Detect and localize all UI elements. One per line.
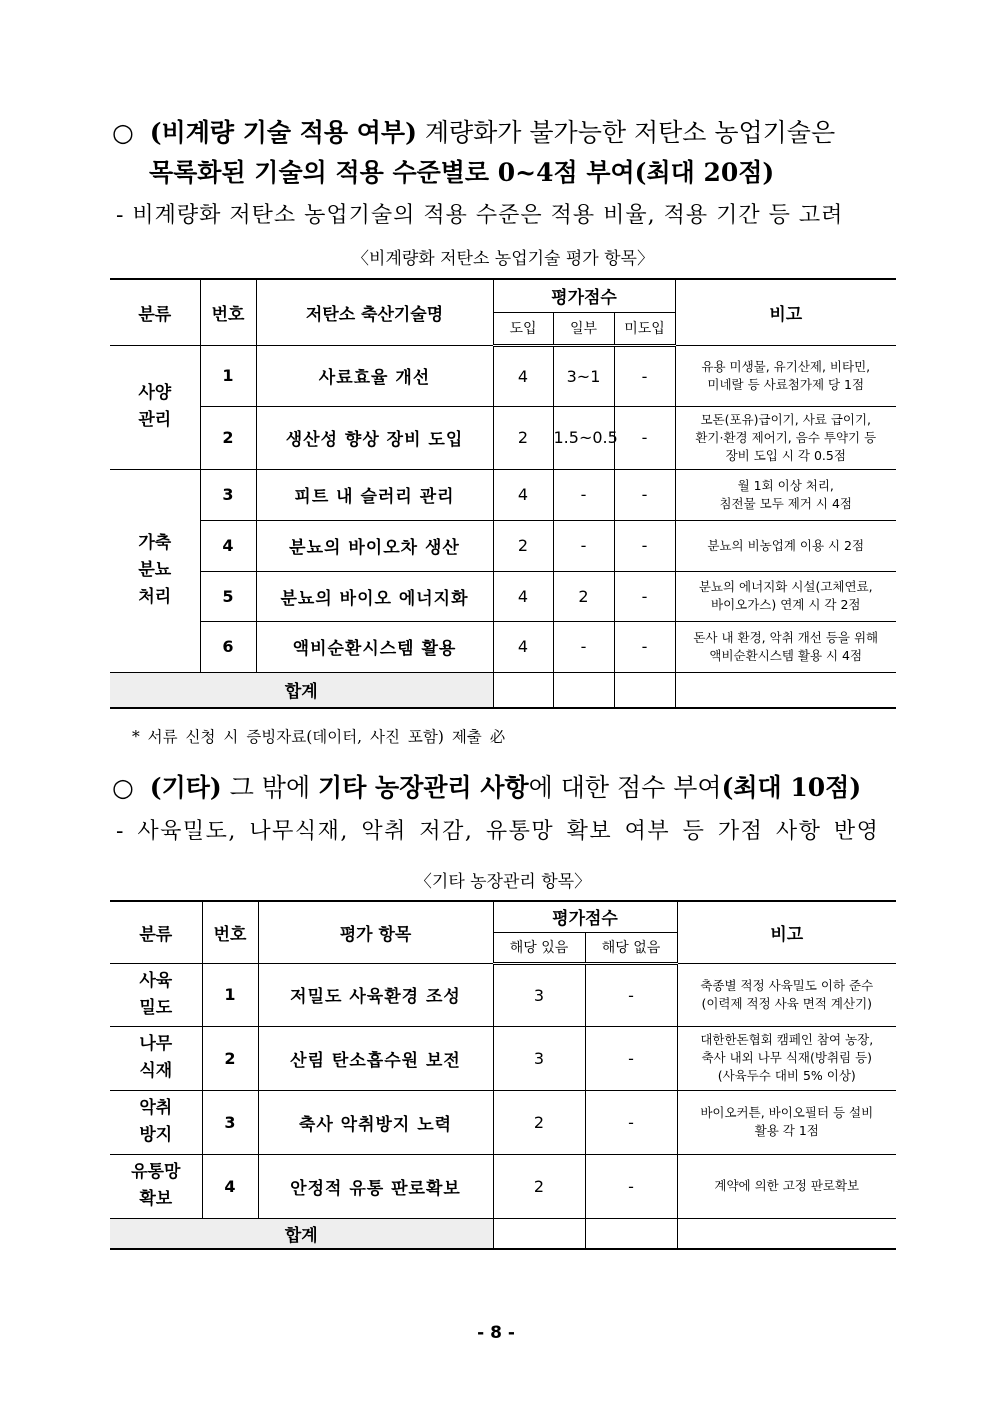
row-remark: 분뇨의 비농업계 이용 시 2점 xyxy=(675,520,896,571)
total-adopt xyxy=(493,672,553,708)
row-name: 안정적 유통 판로확보 xyxy=(258,1154,493,1218)
row-remark: 바이오커튼, 바이오필터 등 설비 활용 각 1점 xyxy=(677,1090,896,1154)
score-partial: 3~1 xyxy=(553,345,614,406)
section2-line1 xyxy=(112,771,912,805)
row-number: 4 xyxy=(202,1154,258,1218)
row-name: 분뇨의 바이오 에너지화 xyxy=(256,571,493,621)
total-yes xyxy=(493,1218,585,1249)
page-number: - 8 - xyxy=(477,1323,515,1343)
table-row xyxy=(110,1090,896,1154)
header-remark: 비고 xyxy=(677,901,896,963)
row-name: 사료효율 개선 xyxy=(256,345,493,406)
table-row xyxy=(110,345,896,406)
score-adopt: 4 xyxy=(493,571,553,621)
row-number: 1 xyxy=(200,345,256,406)
score-partial: - xyxy=(553,621,614,672)
section1-line2-text: 목록화된 기술의 적용 수준별로 0~4점 부여(최대 20점) xyxy=(149,158,775,187)
total-label: 합계 xyxy=(110,1218,493,1249)
section2-text3: 에 대한 점수 부여 xyxy=(528,773,722,802)
header-score-no: 해당 없음 xyxy=(585,932,677,963)
score-partial: 2 xyxy=(553,571,614,621)
score-no: - xyxy=(585,1026,677,1090)
score-adopt: 2 xyxy=(493,406,553,469)
row-remark: 유용 미생물, 유기산제, 비타민, 미네랄 등 사료첨가제 당 1점 xyxy=(675,345,896,406)
row-remark: 모돈(포유)급이기, 사료 급이기, 환기·환경 제어기, 음수 투약기 등 장비 도입 시 각 0.5점 xyxy=(675,406,896,469)
total-row xyxy=(110,1218,896,1249)
score-adopt: 4 xyxy=(493,345,553,406)
section1-line1 xyxy=(112,116,912,150)
row-number: 5 xyxy=(200,571,256,621)
total-no xyxy=(585,1218,677,1249)
row-number: 1 xyxy=(202,963,258,1026)
header-name: 저탄소 축산기술명 xyxy=(256,279,493,345)
header-score: 평가점수 xyxy=(493,279,675,312)
score-yes: 2 xyxy=(493,1090,585,1154)
row-name: 액비순환시스템 활용 xyxy=(256,621,493,672)
row-name: 피트 내 슬러리 관리 xyxy=(256,469,493,520)
section1-title: (비계량 기술 적용 여부) xyxy=(149,118,417,147)
section1-sub: - 비계량화 저탄소 농업기술의 적용 수준은 적용 비율, 적용 기간 등 고려 xyxy=(116,203,844,228)
section2-text1: 그 밖에 xyxy=(221,773,319,802)
row-remark: 분뇨의 에너지화 시설(고체연료, 바이오가스) 연계 시 각 2점 xyxy=(675,571,896,621)
table-row xyxy=(110,1154,896,1218)
score-partial: - xyxy=(553,520,614,571)
score-yes: 2 xyxy=(493,1154,585,1218)
score-no: - xyxy=(585,963,677,1026)
row-number: 2 xyxy=(200,406,256,469)
row-remark: 돈사 내 환경, 악취 개선 등을 위해 액비순환시스템 활용 시 4점 xyxy=(675,621,896,672)
bullet: ○ xyxy=(112,118,134,147)
table-row xyxy=(110,520,896,571)
header-remark: 비고 xyxy=(675,279,896,345)
score-partial: - xyxy=(553,469,614,520)
row-number: 2 xyxy=(202,1026,258,1090)
table2 xyxy=(110,900,896,1250)
header-score-partial: 일부 xyxy=(553,312,614,345)
row-name: 저밀도 사육환경 조성 xyxy=(258,963,493,1026)
score-adopt: 4 xyxy=(493,621,553,672)
total-remark xyxy=(677,1218,896,1249)
score-none: - xyxy=(614,621,675,672)
row-remark: 대한한돈협회 캠페인 참여 농장, 축사 내외 나무 식재(방취림 등) (사육두수 대비 5% 이상) xyxy=(677,1026,896,1090)
table2-caption: 〈기타 농장관리 항목〉 xyxy=(414,872,592,892)
header-category: 분류 xyxy=(110,901,202,963)
score-none: - xyxy=(614,406,675,469)
table-row xyxy=(110,406,896,469)
row-category: 악취 방지 xyxy=(110,1090,202,1154)
row-name: 분뇨의 바이오차 생산 xyxy=(256,520,493,571)
total-partial xyxy=(553,672,614,708)
score-none: - xyxy=(614,345,675,406)
table-row xyxy=(110,571,896,621)
table-row xyxy=(110,1026,896,1090)
row-remark: 축종별 적정 사육밀도 이하 준수 (이력제 적정 사육 면적 계산기) xyxy=(677,963,896,1026)
row-remark: 계약에 의한 고정 판로확보 xyxy=(677,1154,896,1218)
group-category: 사양 관리 xyxy=(110,345,200,469)
table1-caption: 〈비계량화 저탄소 농업기술 평가 항목〉 xyxy=(352,249,654,269)
score-adopt: 2 xyxy=(493,520,553,571)
header-name: 평가 항목 xyxy=(258,901,493,963)
bullet: ○ xyxy=(112,773,134,802)
header-number: 번호 xyxy=(200,279,256,345)
section2-text2: 기타 농장관리 사항 xyxy=(318,773,529,802)
row-name: 산림 탄소흡수원 보전 xyxy=(258,1026,493,1090)
table1 xyxy=(110,278,896,709)
header-score-yes: 해당 있음 xyxy=(493,932,585,963)
row-category: 유통망 확보 xyxy=(110,1154,202,1218)
row-number: 3 xyxy=(200,469,256,520)
header-number: 번호 xyxy=(202,901,258,963)
section2-text4: (최대 10점) xyxy=(721,773,862,802)
score-adopt: 4 xyxy=(493,469,553,520)
header-score-none: 미도입 xyxy=(614,312,675,345)
section2-sub: - 사육밀도, 나무식재, 악취 저감, 유통망 확보 여부 등 가점 사항 반영 xyxy=(116,819,880,844)
row-category: 나무 식재 xyxy=(110,1026,202,1090)
evidence-note: * 서류 신청 시 증빙자료(데이터, 사진 포함) 제출 必 xyxy=(132,728,506,746)
total-row xyxy=(110,672,896,708)
table-row xyxy=(110,963,896,1026)
row-remark: 월 1회 이상 처리, 침전물 모두 제거 시 4점 xyxy=(675,469,896,520)
row-name: 축사 악취방지 노력 xyxy=(258,1090,493,1154)
total-none xyxy=(614,672,675,708)
score-yes: 3 xyxy=(493,963,585,1026)
section1-text: 계량화가 불가능한 저탄소 농업기술은 xyxy=(416,118,836,147)
group-category: 가축 분뇨 처리 xyxy=(110,469,200,672)
total-remark xyxy=(675,672,896,708)
section1-line2 xyxy=(149,156,909,190)
row-name: 생산성 향상 장비 도입 xyxy=(256,406,493,469)
row-category: 사육 밀도 xyxy=(110,963,202,1026)
row-number: 4 xyxy=(200,520,256,571)
score-no: - xyxy=(585,1090,677,1154)
score-none: - xyxy=(614,520,675,571)
score-none: - xyxy=(614,571,675,621)
section2-title: (기타) xyxy=(149,773,222,802)
table-row xyxy=(110,621,896,672)
header-score: 평가점수 xyxy=(493,901,677,932)
header-score-adopt: 도입 xyxy=(493,312,553,345)
row-number: 6 xyxy=(200,621,256,672)
table-row xyxy=(110,469,896,520)
total-label: 합계 xyxy=(110,672,493,708)
score-yes: 3 xyxy=(493,1026,585,1090)
score-no: - xyxy=(585,1154,677,1218)
score-none: - xyxy=(614,469,675,520)
score-partial: 1.5~0.5 xyxy=(553,406,614,469)
row-number: 3 xyxy=(202,1090,258,1154)
header-category: 분류 xyxy=(110,279,200,345)
